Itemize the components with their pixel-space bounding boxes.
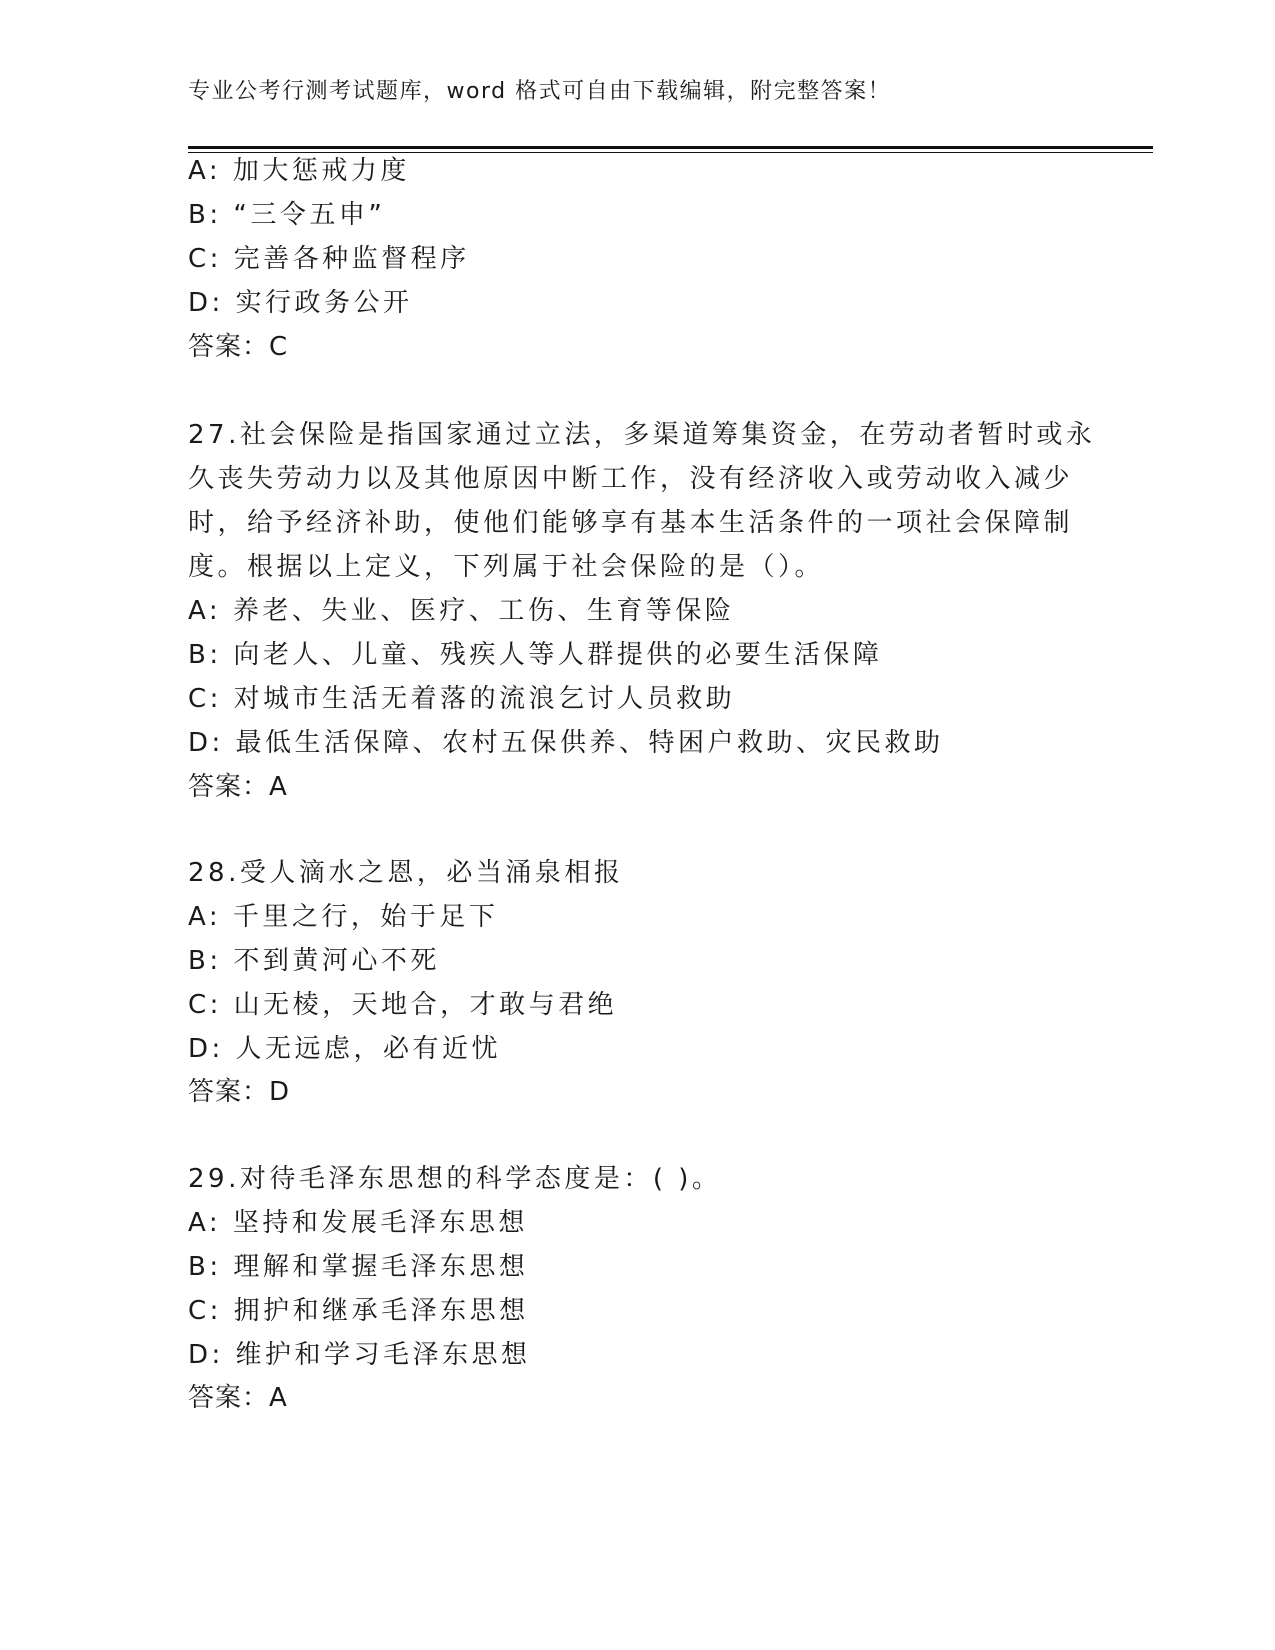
q27-stem-line-2: 久丧失劳动力以及其他原因中断工作，没有经济收入或劳动收入减少 (188, 464, 1074, 494)
q27-option-b: B: 向老人、儿童、残疾人等人群提供的必要生活保障 (188, 640, 883, 670)
prev-answer: 答案：C (188, 332, 289, 362)
q29-option-b: B: 理解和掌握毛泽东思想 (188, 1252, 529, 1282)
q29-stem: 29.对待毛泽东思想的科学态度是：( )。 (188, 1164, 722, 1194)
prev-option-d: D: 实行政务公开 (188, 288, 413, 318)
q29-option-a: A: 坚持和发展毛泽东思想 (188, 1208, 528, 1238)
q29-option-d: D: 维护和学习毛泽东思想 (188, 1340, 531, 1370)
q27-option-c: C: 对城市生活无着落的流浪乞讨人员救助 (188, 684, 736, 714)
q27-stem-line-3: 时，给予经济补助，使他们能够享有基本生活条件的一项社会保障制 (188, 508, 1074, 538)
page-header: 专业公考行测考试题库，word 格式可自由下载编辑，附完整答案！ (188, 79, 892, 104)
q27-stem-line-1: 27.社会保险是指国家通过立法，多渠道筹集资金，在劳动者暂时或永 (188, 420, 1096, 450)
q29-option-c: C: 拥护和继承毛泽东思想 (188, 1296, 529, 1326)
header-rule-thick (188, 146, 1153, 149)
q27-option-d: D: 最低生活保障、农村五保供养、特困户救助、灾民救助 (188, 728, 944, 758)
prev-option-b: B: “三令五申” (188, 200, 386, 230)
q27-option-a: A: 养老、失业、医疗、工伤、生育等保险 (188, 596, 735, 626)
q28-option-d: D: 人无远虑，必有近忧 (188, 1034, 502, 1064)
q28-option-b: B: 不到黄河心不死 (188, 946, 440, 976)
q27-answer: 答案：A (188, 772, 288, 802)
q28-answer: 答案：D (188, 1077, 291, 1107)
header-rule-thin (188, 152, 1153, 153)
q28-option-a: A: 千里之行，始于足下 (188, 902, 499, 932)
prev-option-c: C: 完善各种监督程序 (188, 244, 470, 274)
q28-option-c: C: 山无棱，天地合，才敢与君绝 (188, 990, 618, 1020)
prev-option-a: A: 加大惩戒力度 (188, 156, 410, 186)
q29-answer: 答案：A (188, 1383, 288, 1413)
q28-stem: 28.受人滴水之恩，必当涌泉相报 (188, 858, 624, 888)
q27-stem-line-4: 度。根据以上定义，下列属于社会保险的是（）。 (188, 552, 825, 582)
